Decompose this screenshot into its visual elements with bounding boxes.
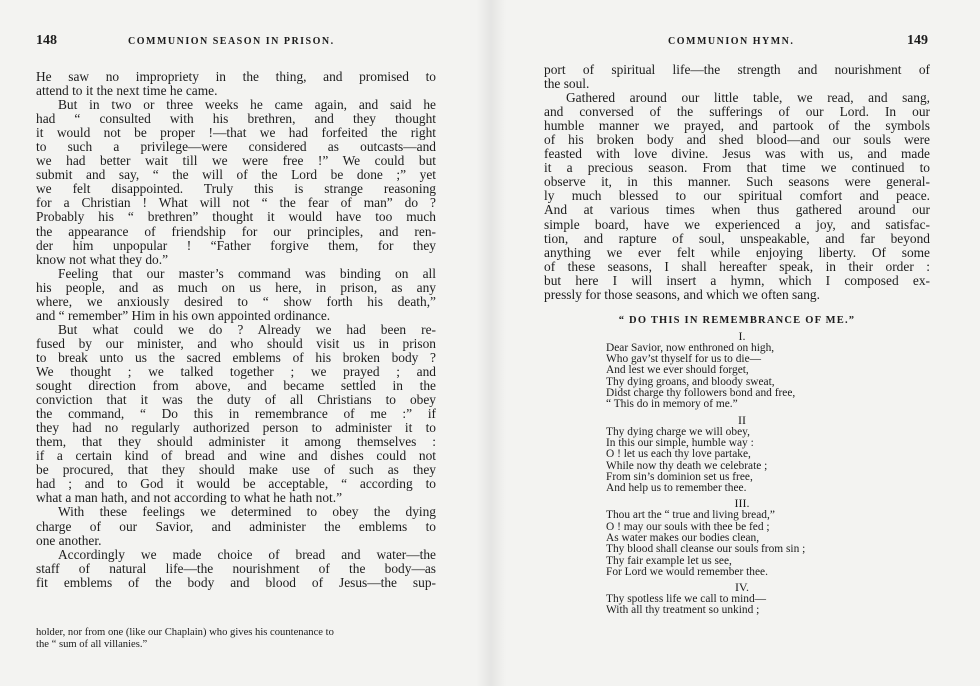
text-line: we felt disappointed. Truly this is strange reasoning <box>36 182 436 197</box>
text-line: we had better wait till we were free !” We could but <box>36 154 436 169</box>
verse-number: II <box>738 412 746 427</box>
left-running-title: COMMUNION SEASON IN PRISON. <box>128 36 335 47</box>
text-line: submit and say, “ the will of the Lord be done ;” yet <box>36 168 436 183</box>
text-line: it a precious season. From that time we continued to <box>544 161 930 176</box>
verse-number: III. <box>734 496 750 511</box>
left-page-header <box>36 33 434 55</box>
text-line: had “ consulted with his brethren, and they thought <box>36 112 436 127</box>
text-line: sought direction from above, and became settled in the <box>36 379 436 394</box>
text-line: fit emblems of the body and blood of Jesus—the sup- <box>36 575 436 590</box>
right-page-header <box>552 33 928 55</box>
verse-line: From sin’s dominion set us free, <box>606 471 753 483</box>
text-line: feasted with love divine. Jesus was with us, and made <box>544 147 930 162</box>
text-line: With these feelings we determined to obey the dying <box>58 505 436 520</box>
text-line: We thought ; we talked together ; we prayed ; and <box>36 364 436 379</box>
verse-line: Thy blood shall cleanse our souls from sin ; <box>606 544 806 556</box>
text-line: but here I will insert a hymn, which I composed ex- <box>544 273 930 288</box>
left-page-body <box>36 70 436 590</box>
text-line: der him unpopular ! “Father forgive them, for they <box>36 238 436 253</box>
text-line: it would not be proper !—that we had forfeited the right <box>36 126 436 141</box>
text-line: And at various times when thus gathered around our <box>544 203 930 218</box>
left-page-number: 148 <box>36 33 57 48</box>
text-line: of these seasons, I shall hereafter speak, in their order : <box>544 259 930 274</box>
footnote-line: the “ sum of all villanies.” <box>36 638 148 650</box>
text-line: and “ remember” Him in his own appointed ordinance. <box>36 308 331 323</box>
footnote <box>36 627 436 650</box>
right-page-body <box>544 63 930 617</box>
text-line: they had no regularly authorized person to administer it to <box>36 421 436 436</box>
text-line: of his broken body and shed blood—and our souls were <box>544 133 930 148</box>
text-line: one another. <box>36 533 102 548</box>
footnote-line: holder, nor from one (like our Chaplain) who gives his countenance to <box>36 627 334 638</box>
text-line: for a Christian ! What will not “ the fear of man” do ? <box>36 196 436 211</box>
text-line: them, that they should administer it among themselves : <box>36 435 436 450</box>
text-line: observe it, in this manner. Such seasons were general- <box>544 175 930 190</box>
text-line: But what could we do ? Already we had been re- <box>58 322 436 337</box>
text-line: humble manner we prayed, and partook of the symbols <box>544 119 930 134</box>
text-line: Feeling that our master’s command was binding on all <box>58 266 436 281</box>
verse-line: Thy dying groans, and bloody sweat, <box>606 376 775 388</box>
text-line: But in two or three weeks he came again, and said he <box>58 98 436 113</box>
verse-line: Thy dying charge we will obey, <box>606 426 750 438</box>
text-line: and conversed of the sufferings of our Lord. In our <box>544 105 930 120</box>
verse-line: Didst charge thy followers bond and free, <box>606 388 796 400</box>
text-line: staff of natural life—the nourishment of the body—as <box>36 561 436 576</box>
verse-line: Who gav’st thyself for us to die— <box>606 354 762 366</box>
text-line: to break unto us the sacred emblems of his broken body ? <box>36 350 436 365</box>
verse-line: “ This do in memory of me.” <box>606 399 738 411</box>
text-line: attend to it the next time he came. <box>36 84 218 99</box>
verse-line: Thy fair example let us see, <box>606 555 732 567</box>
verse-line: And lest we ever should forget, <box>606 365 749 377</box>
text-line: conviction that it was the duty of all Christians to obey <box>36 393 436 408</box>
text-line: to such a privilege—were considered as outcasts—and <box>36 140 436 155</box>
verse-line: While now thy death we celebrate ; <box>606 460 768 472</box>
text-line: anything we ever felt while enjoying liberty. Of some <box>544 245 930 260</box>
hymn <box>544 330 930 617</box>
text-line: He saw no impropriety in the thing, and promised to <box>36 70 436 84</box>
text-line: Probably his “ brethren” thought it would have too much <box>36 210 436 225</box>
text-line: the command, “ Do this in remembrance of me :” if <box>36 407 436 422</box>
verse-line: O ! let us each thy love partake, <box>606 449 751 461</box>
text-line: the appearance of friendship for our principles, and ren- <box>36 224 436 239</box>
right-running-title: COMMUNION HYMN. <box>668 36 795 47</box>
text-line: port of spiritual life—the strength and nourishment of <box>544 63 930 77</box>
verse-line: With all thy treatment so unkind ; <box>606 605 760 617</box>
verse-line: In this our simple, humble way : <box>606 437 754 449</box>
text-line: Gathered around our little table, we read, and sang, <box>566 91 930 106</box>
verse-line: Thou art the “ true and living bread,” <box>606 510 775 522</box>
text-line: the soul. <box>544 77 590 92</box>
text-line: ly much blessed to our spiritual comfort and peace. <box>544 189 930 204</box>
text-line: Accordingly we made choice of bread and water—the <box>58 547 436 562</box>
verse-line: For Lord we would remember thee. <box>606 566 768 578</box>
text-line: where, we anxiously desired to “ show forth his death,” <box>36 294 436 309</box>
text-line: simple board, have we experienced a joy, and satisfac- <box>544 217 930 232</box>
verse-line: Dear Savior, now enthroned on high, <box>606 342 775 354</box>
right-page <box>490 0 980 686</box>
verse-number: IV. <box>734 580 750 595</box>
verse-line: And help us to remember thee. <box>606 483 747 495</box>
text-line: what a man hath, and not according to what he hath not.” <box>36 491 343 506</box>
verse-line: O ! may our souls with thee be fed ; <box>606 521 770 533</box>
verse-line: Thy spotless life we call to mind— <box>606 594 767 606</box>
text-line: if a certain kind of bread and wine and dishes could not <box>36 449 436 464</box>
text-line: know not what they do.” <box>36 252 169 267</box>
verse-line: As water makes our bodies clean, <box>606 533 760 544</box>
text-line: his people, and as much on us here, in prison, as any <box>36 280 436 295</box>
text-line: pressly for those seasons, and which we often sang. <box>544 287 820 302</box>
text-line: tion, and rapture of soul, unspeakable, and far beyond <box>544 231 930 246</box>
hymn-title: “ DO THIS IN REMEMBRANCE OF ME.” <box>618 314 856 326</box>
right-page-number: 149 <box>907 33 928 48</box>
text-line: fused by our minister, and who should visit us in prison <box>36 336 436 351</box>
text-line: be procured, that they should make use of such as they <box>36 463 436 478</box>
text-line: charge of our Savior, and administer the emblems to <box>36 519 436 534</box>
text-line: had ; and to God it would be acceptable, “ according to <box>36 477 436 492</box>
verse-number: I. <box>738 328 746 343</box>
